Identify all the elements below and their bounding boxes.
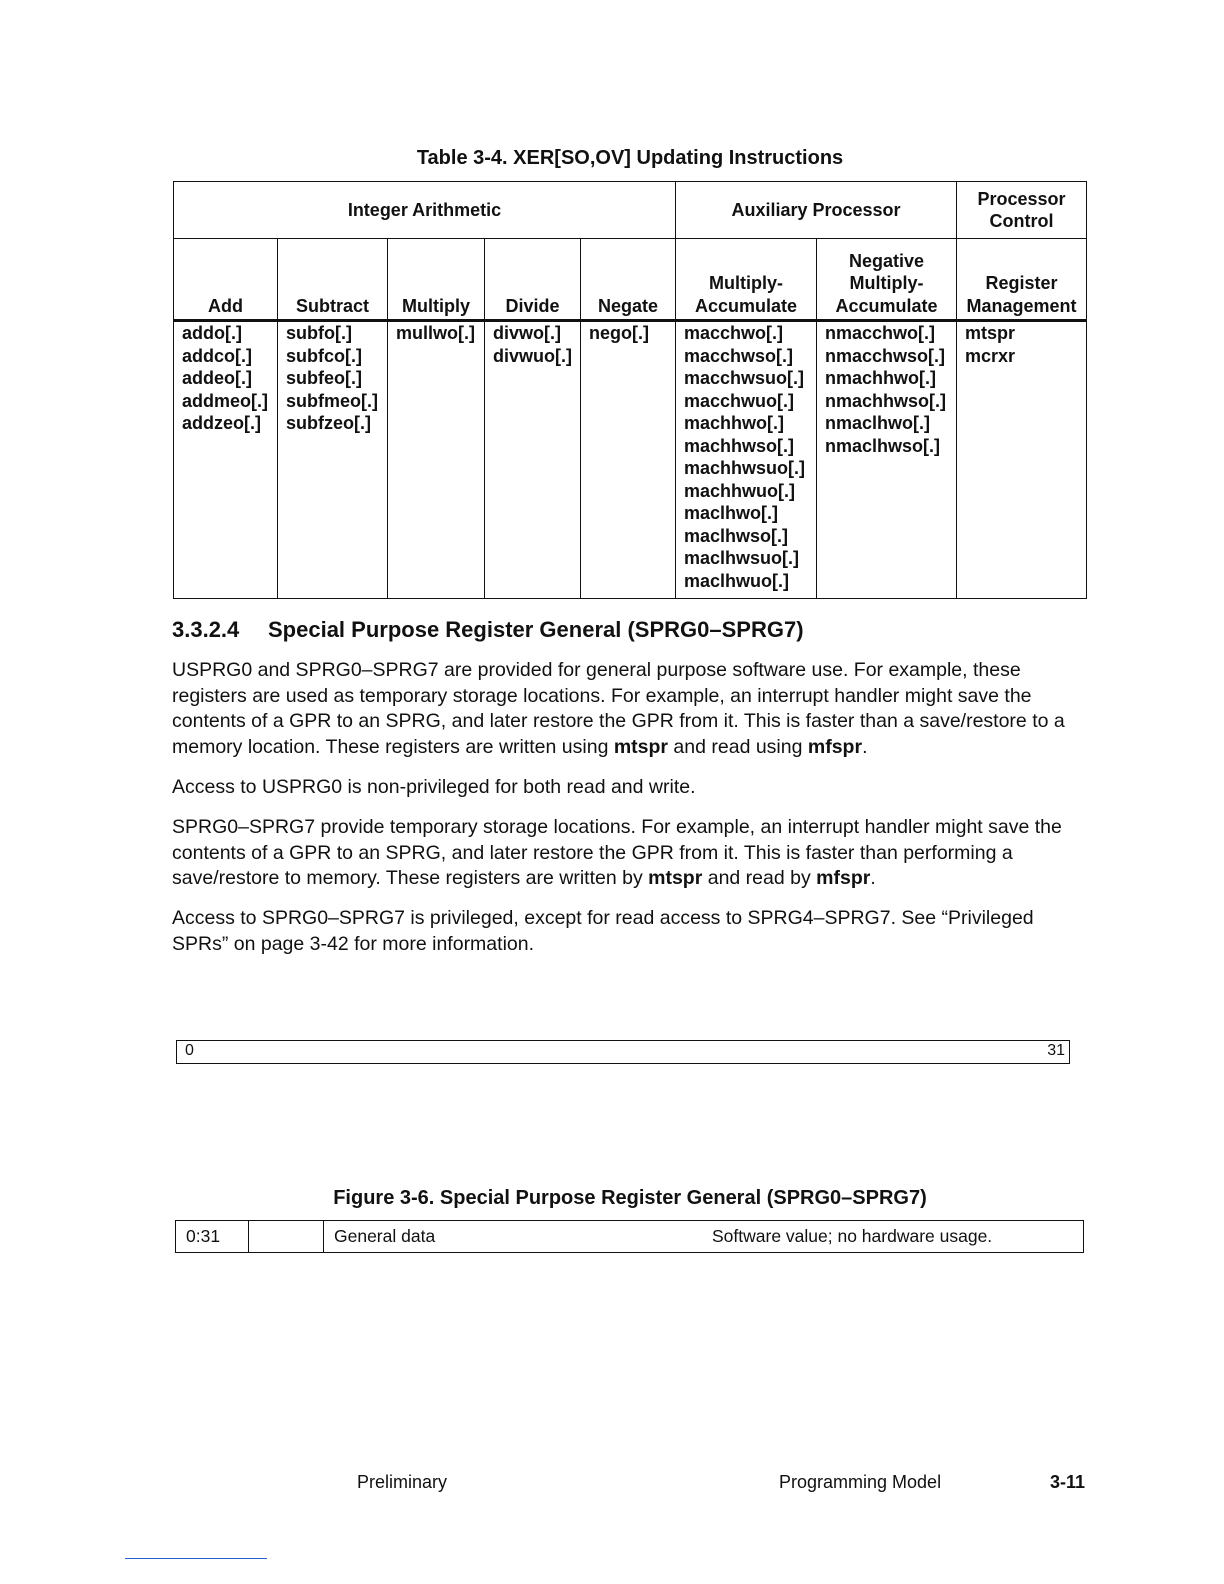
cell-add: [174, 321, 278, 599]
list-item: subfeo[.]: [286, 368, 362, 388]
p1-text-a: USPRG0 and SPRG0–SPRG7 are provided for general purpose software use. For example, these registers are used as temporary storage locations. For example, an interrupt handler might save the contents of a GPR to an SPRG, and later restore the GPR from it. This is faster than a save/restore to a memory location. These registers are written using: [172, 659, 1065, 758]
list-item: addco[.]: [182, 345, 252, 366]
list-item: addo[.]: [182, 323, 242, 343]
list-item: machhwso[.]: [684, 435, 795, 456]
col-divide: Divide: [485, 239, 581, 321]
list-item: maclhwsuo[.]: [684, 548, 800, 568]
col-mac-line1: Multiply-: [709, 273, 783, 293]
table-title: Table 3-4. XER[SO,OV] Updating Instructions: [416, 147, 844, 169]
col-nmac-line1: Negative: [848, 250, 925, 271]
paragraph-4: Access to SPRG0–SPRG7 is privileged, except for read access to SPRG4–SPRG7. See “Privileged SPRs” on page 3-42 for more information.: [172, 907, 1034, 955]
p1-text-e: .: [862, 735, 868, 758]
p3-text-c: and read by: [702, 867, 817, 889]
bottom-rule: [125, 1558, 267, 1559]
p3-text-e: .: [870, 867, 876, 889]
group-integer-arithmetic: Integer Arithmetic: [174, 182, 676, 239]
p3-mfspr: mfspr: [816, 867, 871, 889]
paragraph-3: [172, 815, 1092, 892]
col-negative-multiply-accumulate: [817, 239, 957, 321]
list-item: nmachhwso[.]: [825, 390, 947, 411]
figure-title: Figure 3-6. Special Purpose Register General (SPRG0–SPRG7): [333, 1187, 927, 1209]
col-nmac-line2: Multiply-: [849, 273, 924, 293]
list-item: nmaclhwso[.]: [825, 435, 941, 456]
list-item: mcrxr: [965, 345, 1016, 366]
cell-negate: [581, 321, 676, 599]
list-item: macchwsuo[.]: [684, 368, 805, 388]
cell-divide: [485, 321, 581, 599]
cell-multiply-accumulate: [676, 321, 817, 599]
col-nmac-line3: Accumulate: [835, 295, 938, 316]
list-item: subfo[.]: [286, 323, 352, 343]
bit-low-label: 0: [185, 1042, 194, 1059]
list-item: subfzeo[.]: [286, 413, 371, 433]
list-item: subfmeo[.]: [286, 390, 378, 411]
list-item: maclhwuo[.]: [684, 570, 790, 591]
p1-mtspr: mtspr: [613, 735, 669, 758]
section-title: Special Purpose Register General (SPRG0–SPRG7): [268, 617, 804, 642]
table-row: [176, 1221, 1084, 1253]
col-multiply: Multiply: [388, 239, 485, 321]
field-name: [249, 1221, 324, 1253]
col-regmgmt-line2: Management: [966, 295, 1077, 316]
list-item: mullwo[.]: [396, 323, 475, 343]
field-bits: 0:31: [176, 1221, 249, 1253]
register-field-table: [175, 1220, 1084, 1253]
list-item: mtspr: [965, 323, 1016, 343]
group-processor-control: [957, 182, 1087, 239]
paragraph-1: [172, 658, 1092, 760]
footer-preliminary: Preliminary: [357, 1472, 448, 1492]
list-item: maclhwo[.]: [684, 503, 779, 523]
list-item: divwo[.]: [493, 323, 561, 343]
group-processor-line2: Control: [989, 211, 1054, 231]
p1-text-c: and read using: [668, 735, 808, 758]
p3-mtspr: mtspr: [648, 867, 703, 889]
list-item: subfco[.]: [286, 345, 362, 366]
list-item: maclhwso[.]: [684, 525, 789, 546]
list-item: nmachhwo[.]: [825, 368, 936, 388]
col-negate: Negate: [581, 239, 676, 321]
cell-multiply: [388, 321, 485, 599]
list-item: nmaclhwo[.]: [825, 413, 931, 433]
col-mac-line2: Accumulate: [694, 295, 798, 316]
col-regmgmt-line1: Register: [985, 273, 1058, 293]
group-auxiliary-processor: Auxiliary Processor: [676, 182, 957, 239]
footer-chapter: Programming Model: [779, 1472, 942, 1492]
col-subtract: Subtract: [278, 239, 388, 321]
col-multiply-accumulate: [676, 239, 817, 321]
list-item: machhwo[.]: [684, 413, 785, 433]
list-item: addzeo[.]: [182, 413, 261, 433]
page-number: 3-11: [1050, 1472, 1086, 1492]
xer-updating-table: [173, 181, 1087, 599]
field-description: Software value; no hardware usage.: [702, 1221, 1084, 1253]
col-add: Add: [174, 239, 278, 321]
cell-negative-multiply-accumulate: [817, 321, 957, 599]
list-item: addmeo[.]: [182, 390, 269, 411]
list-item: nego[.]: [589, 323, 649, 343]
list-item: machhwuo[.]: [684, 480, 795, 501]
bit-high-label: 31: [1047, 1042, 1065, 1059]
register-bit-diagram: [176, 1040, 1070, 1064]
field-label: General data: [324, 1221, 703, 1253]
list-item: addeo[.]: [182, 368, 252, 388]
list-item: macchwo[.]: [684, 323, 784, 343]
group-processor-line1: Processor: [977, 188, 1066, 209]
list-item: divwuo[.]: [493, 345, 572, 366]
p3-text-a: SPRG0–SPRG7 provide temporary storage locations. For example, an interrupt handler might save the contents of a GPR to an SPRG, and later restore the GPR from it. This is faster than performing a save/restore to memory. These registers are written by: [172, 816, 1062, 889]
col-register-management: [957, 239, 1087, 321]
section-heading: [172, 617, 804, 643]
list-item: macchwuo[.]: [684, 390, 795, 411]
list-item: macchwso[.]: [684, 345, 794, 366]
cell-register-management: [957, 321, 1087, 599]
list-item: machhwsuo[.]: [684, 458, 806, 478]
paragraph-2: Access to USPRG0 is non-privileged for both read and write.: [172, 776, 696, 798]
list-item: nmacchwo[.]: [825, 323, 936, 343]
list-item: nmacchwso[.]: [825, 345, 946, 366]
cell-subtract: [278, 321, 388, 599]
p1-mfspr: mfspr: [807, 735, 863, 758]
section-number: 3.3.2.4: [172, 617, 240, 642]
